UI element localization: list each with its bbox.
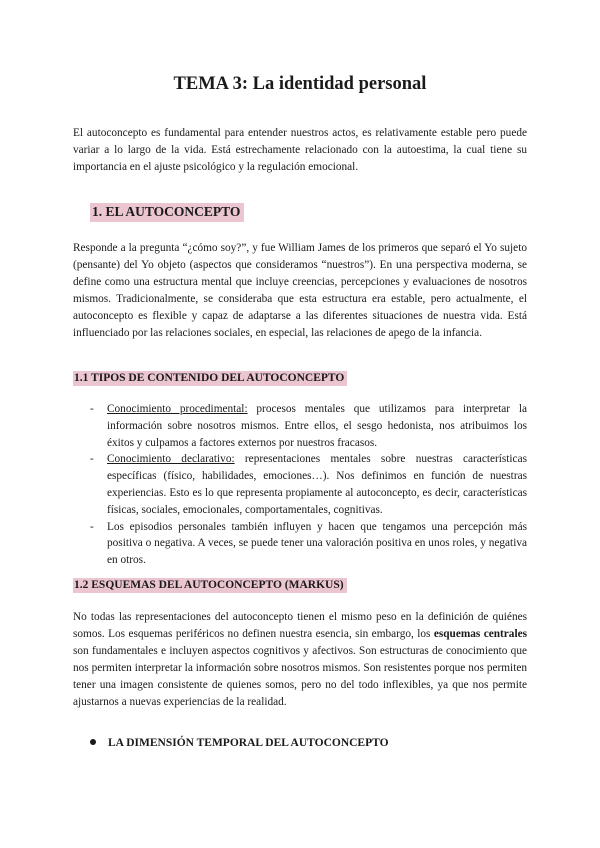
list-item bbox=[90, 519, 527, 569]
list-item-term: Conocimiento procedimental: bbox=[107, 403, 248, 415]
subsection-heading-esquemas: 1.2 ESQUEMAS DEL AUTOCONCEPTO (MARKUS) bbox=[73, 578, 347, 593]
list-item-term: Conocimiento declarativo: bbox=[107, 453, 235, 466]
dash-bullet-icon: - bbox=[90, 453, 94, 466]
content-types-list bbox=[90, 401, 527, 569]
section-autoconcepto-paragraph: Responde a la pregunta “¿cómo soy?”, y fue William James de los primeros que separó el Yo sujeto (pensante) del Yo objeto (aspectos que consideramos “nuestros”). En una perspectiva moderna, se define como una estructura mental que incluye creencias, percepciones y evaluaciones de nosotros mismos. Tradicionalmente, se consideraba que esta estructura era estable, pero actualmente, el autoconcepto es flexible y capaz de adaptarse a las diferentes situaciones de nuestra vida. Está influenciado por las relaciones sociales, en especial, las relaciones de apego de la infancia. bbox=[73, 242, 527, 339]
bullet-dot-icon bbox=[90, 739, 96, 745]
list-item-text: representaciones mentales sobre nuestras características específicas (físico, habilidades, emociones…). Nos definimos en función de nuestras experiencias. Esto es lo que representa propiamente al autoconcepto, es decir, características físicas, sociales, emocionales, comportamentales, cognitivas. bbox=[107, 453, 527, 516]
list-item bbox=[90, 451, 527, 518]
section-esquemas-paragraph bbox=[73, 609, 527, 711]
esquemas-bold-term: esquemas centrales bbox=[433, 628, 527, 640]
list-item-text: Los episodios personales también influyen y hacen que tengamos una percepción más positiva o negativa. A veces, se puede tener una valoración positiva en unos roles, y negativa en otros. bbox=[107, 520, 527, 567]
subsection-heading-tipos: 1.1 TIPOS DE CONTENIDO DEL AUTOCONCEPTO bbox=[73, 371, 347, 386]
dash-bullet-icon: - bbox=[90, 520, 94, 533]
esquemas-text-before: No todas las representaciones del autoconcepto tienen el mismo peso en la definición de quiénes somos. Los esquemas periféricos no definen nuestra esencia, sin embargo, los bbox=[73, 611, 527, 640]
bullet-heading-temporal bbox=[90, 737, 389, 749]
intro-paragraph: El autoconcepto es fundamental para entender nuestros actos, es relativamente estable pero puede variar a lo largo de la vida. Está estrechamente relacionado con la autoestima, la cual tiene su importancia en el ajuste psicológico y la regulación emocional. bbox=[73, 127, 527, 173]
page-title: TEMA 3: La identidad personal bbox=[173, 74, 427, 94]
esquemas-text-after: son fundamentales e incluyen aspectos cognitivos y afectivos. Son estructuras de conocimiento que nos permiten interpretar la información sobre nosotros mismos. Son resistentes porque nos permiten tener una imagen consistente de quienes somos, pero no del todo inflexibles, ya que nos permite ajustarnos a nuevas experiencias de la realidad. bbox=[73, 645, 527, 708]
bullet-heading-text: LA DIMENSIÓN TEMPORAL DEL AUTOCONCEPTO bbox=[108, 737, 389, 749]
list-item-text: procesos mentales que utilizamos para interpretar la información sobre nosotros mismos. Entre ellos, el sesgo hedonista, nos atribuimos los éxitos y culpamos a factores externos por nuestros fracasos. bbox=[107, 403, 527, 449]
section-heading-autoconcepto: 1. EL AUTOCONCEPTO bbox=[90, 203, 244, 222]
dash-bullet-icon: - bbox=[90, 403, 94, 415]
list-item bbox=[90, 401, 527, 451]
